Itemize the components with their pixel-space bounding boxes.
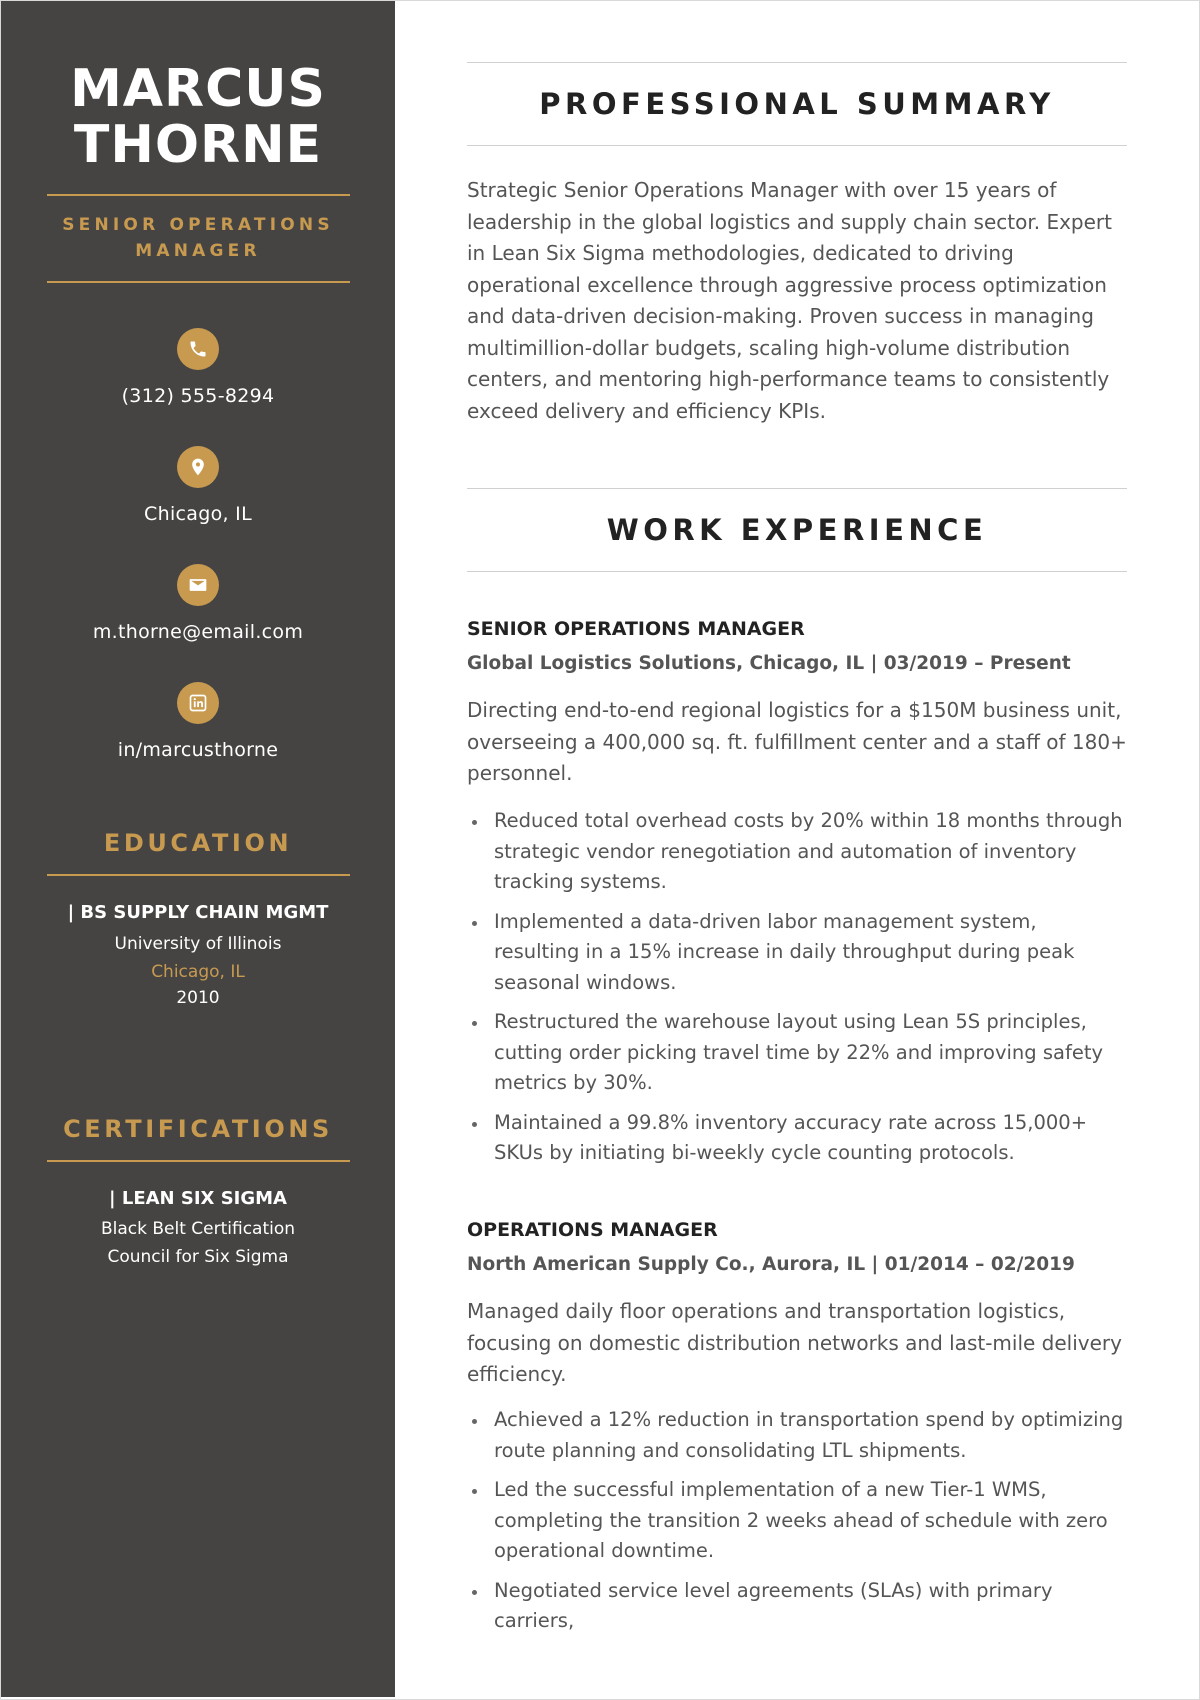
graduation-year: 2010	[176, 988, 220, 1008]
contact-linkedin	[1, 682, 395, 763]
certifications-heading: CERTIFICATIONS	[63, 1115, 333, 1143]
job-achievements	[467, 1405, 1127, 1646]
education-heading: EDUCATION	[103, 829, 293, 857]
achievement-item: Negotiated service level agreements (SLAs) with primary carriers,	[467, 1576, 1127, 1637]
phone-icon	[177, 328, 219, 370]
experience-heading: WORK EXPERIENCE	[606, 513, 988, 547]
job-description: Managed daily floor operations and transportation logistics, focusing on domestic distribution networks and last-mile delivery efficiency.	[467, 1299, 1122, 1386]
summary-heading: PROFESSIONAL SUMMARY	[539, 87, 1055, 121]
role-line-2: MANAGER	[135, 241, 261, 261]
achievement-item: Maintained a 99.8% inventory accuracy rate across 15,000+ SKUs by initiating bi-weekly cycle counting protocols.	[467, 1108, 1127, 1169]
location-pin-icon	[177, 446, 219, 488]
first-name: MARCUS	[70, 59, 326, 119]
role-line-1: SENIOR OPERATIONS	[62, 215, 334, 235]
contact-phone	[1, 328, 395, 409]
certifications-divider	[47, 1160, 350, 1162]
experience-bottom-rule	[467, 571, 1127, 572]
education-divider	[47, 874, 350, 876]
school-location: Chicago, IL	[151, 962, 245, 982]
summary-bottom-rule	[467, 145, 1127, 146]
role-divider	[47, 281, 350, 283]
sidebar	[1, 1, 395, 1697]
job-meta: North American Supply Co., Aurora, IL | 01/2014 – 02/2019	[467, 1254, 1075, 1275]
certification-issuer: Council for Six Sigma	[107, 1247, 289, 1267]
achievement-item: Achieved a 12% reduction in transportation spend by optimizing route planning and consolidating LTL shipments.	[467, 1405, 1127, 1466]
achievement-item: Implemented a data-driven labor management system, resulting in a 15% increase in daily throughput during peak seasonal windows.	[467, 907, 1127, 999]
email-icon	[177, 564, 219, 606]
achievement-item: Led the successful implementation of a new Tier-1 WMS, completing the transition 2 weeks ahead of schedule with zero operational downtime.	[467, 1475, 1127, 1567]
linkedin-handle[interactable]: in/marcusthorne	[117, 739, 279, 761]
achievement-item: Restructured the warehouse layout using Lean 5S principles, cutting order picking travel time by 22% and improving safety metrics by 30%.	[467, 1007, 1127, 1099]
location-text: Chicago, IL	[144, 503, 252, 525]
name-divider	[47, 194, 350, 196]
phone-number: (312) 555-8294	[121, 385, 275, 407]
job-achievements	[467, 806, 1127, 1178]
degree-title: | BS SUPPLY CHAIN MGMT	[67, 902, 329, 923]
experience-top-rule	[467, 488, 1127, 489]
candidate-name	[1, 61, 395, 173]
certification-title: | LEAN SIX SIGMA	[109, 1188, 287, 1209]
summary-top-rule	[467, 62, 1127, 63]
summary-text: Strategic Senior Operations Manager with over 15 years of leadership in the global logistics and supply chain sector. Expert in Lean Six Sigma methodologies, dedicated to driving operational excellence through aggressive process optimization and data-driven decision-making. Proven success in managing multimillion-dollar budgets, scaling high-volume distribution centers, and mentoring high-performance teams to consistently exceed delivery and efficiency KPIs.	[467, 178, 1112, 423]
contact-email	[1, 564, 395, 645]
contact-location	[1, 446, 395, 527]
certification-entry	[1, 1186, 395, 1270]
education-entry	[1, 900, 395, 1011]
job-role	[31, 212, 365, 264]
achievement-item: Reduced total overhead costs by 20% within 18 months through strategic vendor renegotiation and automation of inventory tracking systems.	[467, 806, 1127, 898]
job-meta: Global Logistics Solutions, Chicago, IL | 03/2019 – Present	[467, 653, 1071, 674]
linkedin-icon	[177, 682, 219, 724]
certification-detail: Black Belt Certification	[100, 1219, 296, 1239]
job-description: Directing end-to-end regional logistics for a $150M business unit, overseeing a 400,000 sq. ft. fulfillment center and a staff of 180+ personnel.	[467, 698, 1127, 785]
job-title: SENIOR OPERATIONS MANAGER	[467, 618, 805, 640]
email-address[interactable]: m.thorne@email.com	[92, 621, 304, 643]
job-title: OPERATIONS MANAGER	[467, 1219, 718, 1241]
school-name: University of Illinois	[114, 934, 282, 954]
last-name: THORNE	[73, 115, 323, 175]
